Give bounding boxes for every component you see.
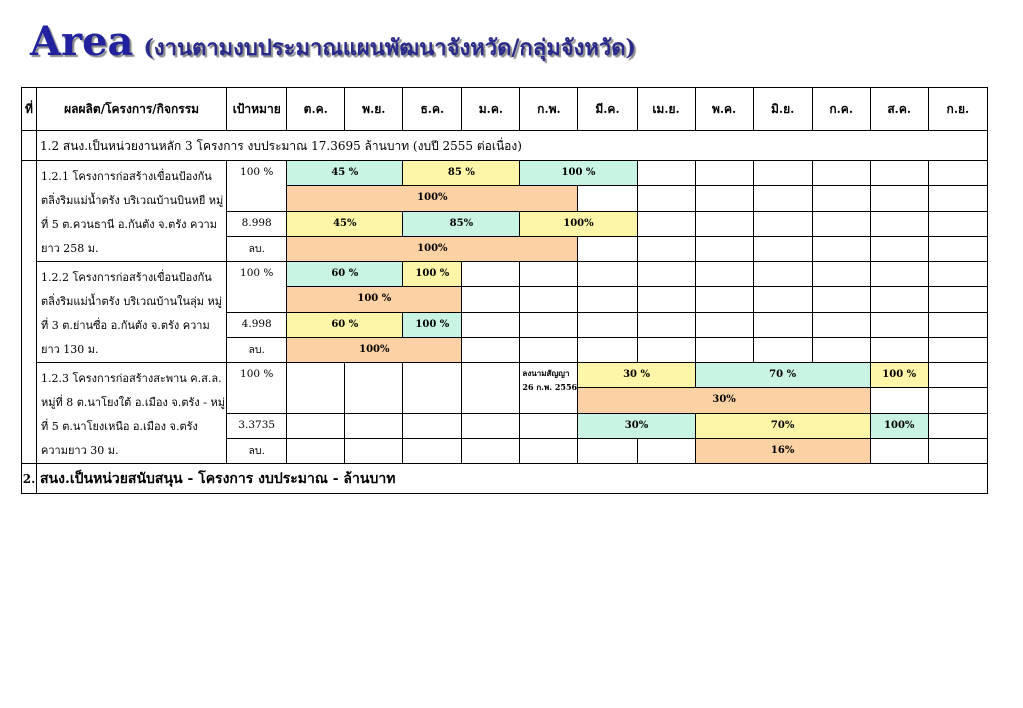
project-2-target: 100 % — [227, 262, 287, 313]
header-month: ก.ค. — [812, 88, 870, 131]
project-3-budget-2: 70% — [695, 413, 870, 438]
header-month: ต.ค. — [287, 88, 345, 131]
project-3-plan-3: 100 % — [870, 363, 928, 388]
project-1-budget-total: 100% — [287, 236, 578, 261]
section-2-no: 2. — [22, 464, 37, 494]
header-row — [22, 88, 988, 131]
header-month: พ.ย. — [345, 88, 403, 131]
header-month: ธ.ค. — [403, 88, 462, 131]
schedule-table — [21, 87, 988, 494]
project-1-budget-1: 45% — [287, 211, 403, 236]
section-1-row — [22, 131, 988, 161]
project-1-budget-2: 85% — [403, 211, 520, 236]
project-2-budget-1: 60 % — [287, 312, 403, 337]
project-3-budget-3: 100% — [870, 413, 928, 438]
project-3-contract-note: ลงนามสัญญา 26 ก.พ. 2556 — [520, 363, 578, 414]
header-month: เม.ย. — [637, 88, 695, 131]
project-1-target: 100 % — [227, 161, 287, 212]
header-product: ผลผลิต/โครงการ/กิจกรรม — [37, 88, 227, 131]
section-1-title: 1.2 สนง.เป็นหน่วยงานหลัก 3 โครงการ งบประมาณ 17.3695 ล้านบาท (งบปี 2555 ต่อเนื่อง) — [37, 131, 988, 161]
project-1-budget-unit: ลบ. — [227, 236, 287, 261]
project-2-budget-2: 100 % — [403, 312, 462, 337]
header-month: พ.ค. — [695, 88, 753, 131]
page-title — [30, 18, 636, 68]
project-1-plan-row — [22, 161, 988, 186]
project-2-budget: 4.998 — [227, 312, 287, 337]
project-3-plan-row — [22, 363, 988, 388]
project-3-plan-2: 70 % — [695, 363, 870, 388]
project-3-budget-unit: ลบ. — [227, 438, 287, 463]
project-2-budget-unit: ลบ. — [227, 337, 287, 362]
header-month: มิ.ย. — [753, 88, 812, 131]
project-2-plan-total: 100 % — [287, 287, 462, 312]
project-2-label: 1.2.2 โครงการก่อสร้างเขื่อนป้องกันตลิ่งริมแม่น้ำตรัง บริเวณบ้านในลุ่ม หมู่ที่ 3 ต.ย่านซื่อ อ.กันตัง จ.ตรัง ความยาว 130 ม. — [37, 262, 227, 363]
project-2-budget-total: 100% — [287, 337, 462, 362]
project-1-plan-2: 85 % — [403, 161, 520, 186]
header-month: ก.พ. — [520, 88, 578, 131]
header-month: ส.ค. — [870, 88, 928, 131]
section-2-row — [22, 464, 988, 494]
header-no: ที่ — [22, 88, 37, 131]
project-1-budget: 8.998 — [227, 211, 287, 236]
project-2-plan-2: 100 % — [403, 262, 462, 287]
header-month: มี.ค. — [578, 88, 637, 131]
project-3-plan-1: 30 % — [578, 363, 695, 388]
project-3-label: 1.2.3 โครงการก่อสร้างสะพาน ค.ส.ล. หมู่ที่ 8 ต.นาโยงใต้ อ.เมือง จ.ตรัง - หมู่ที่ 5 ต.นาโยงเหนือ อ.เมือง จ.ตรัง ความยาว 30 ม. — [37, 363, 227, 464]
project-1-budget-3: 100% — [520, 211, 637, 236]
project-3-budget: 3.3735 — [227, 413, 287, 438]
project-1-plan-1: 45 % — [287, 161, 403, 186]
project-1-label: 1.2.1 โครงการก่อสร้างเขื่อนป้องกันตลิ่งริมแม่น้ำตรัง บริเวณบ้านบินหยี หมู่ที่ 5 ต.ควนธานี อ.กันตัง จ.ตรัง ความยาว 258 ม. — [37, 161, 227, 262]
project-1-plan-total: 100% — [287, 186, 578, 211]
project-3-target: 100 % — [227, 363, 287, 414]
project-3-budget-1: 30% — [578, 413, 695, 438]
header-month: ก.ย. — [928, 88, 987, 131]
project-3-plan-total: 30% — [578, 388, 870, 413]
project-1-plan-3: 100 % — [520, 161, 637, 186]
header-target: เป้าหมาย — [227, 88, 287, 131]
project-2-plan-1: 60 % — [287, 262, 403, 287]
title-main: Area — [30, 18, 134, 65]
title-subtitle: (งานตามงบประมาณแผนพัฒนาจังหวัด/กลุ่มจังหวัด) — [143, 35, 636, 61]
section-2-title: สนง.เป็นหน่วยสนับสนุน - โครงการ งบประมาณ - ล้านบาท — [37, 464, 988, 494]
project-2-plan-row — [22, 262, 988, 287]
project-3-budget-total: 16% — [695, 438, 870, 463]
header-month: ม.ค. — [462, 88, 520, 131]
